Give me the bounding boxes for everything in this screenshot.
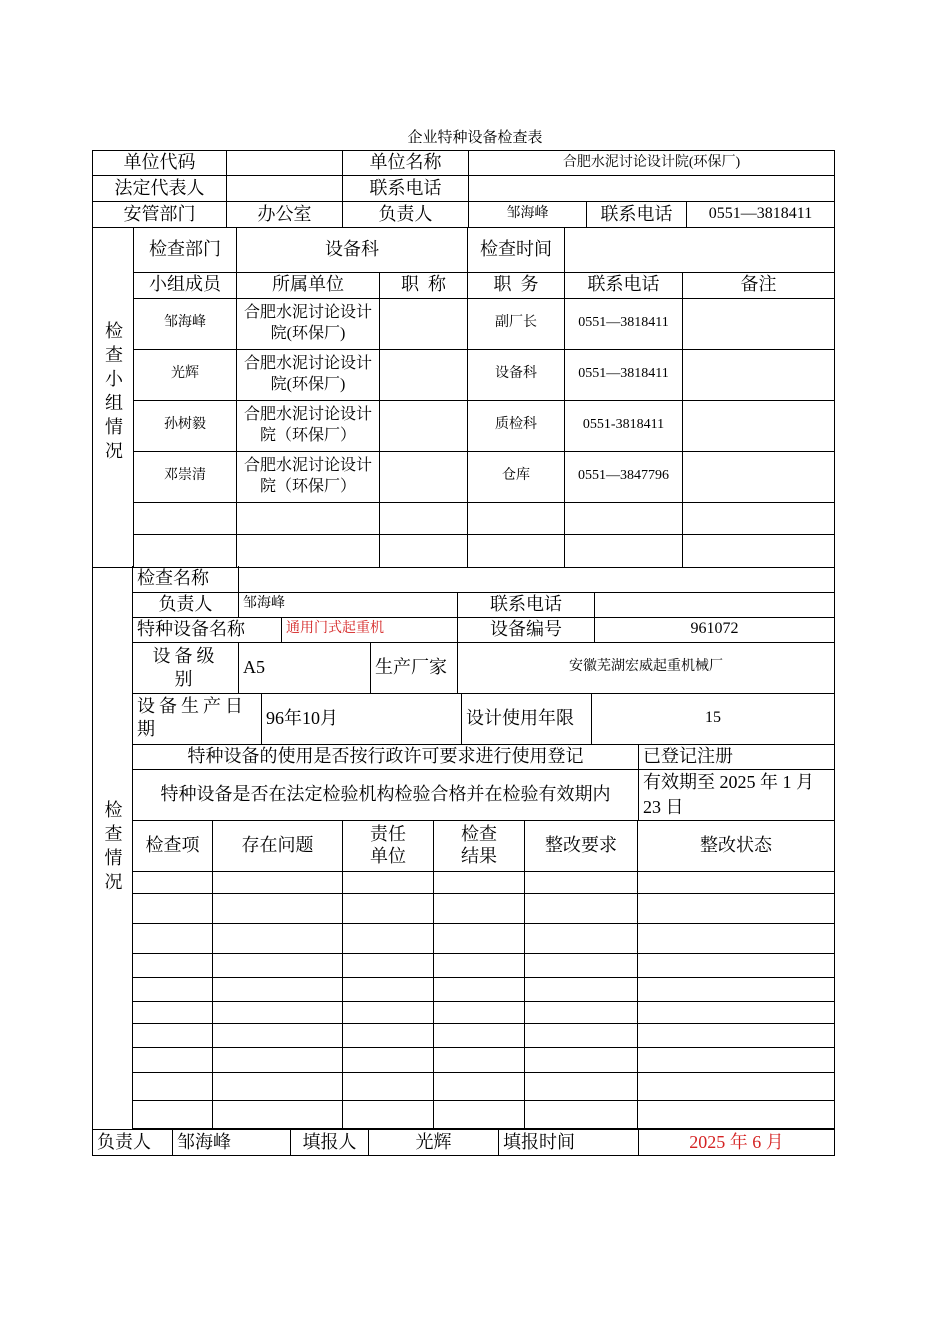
member-note — [683, 298, 835, 349]
unit-code-label: 单位代码 — [93, 151, 227, 176]
equip-no-value: 961072 — [595, 617, 835, 642]
member-title — [380, 400, 468, 451]
footer-manager-label: 负责人 — [93, 1130, 173, 1156]
member-note — [683, 502, 835, 534]
header-position: 职 务 — [468, 272, 565, 298]
safety-dept-value: 办公室 — [227, 202, 343, 228]
table-row — [93, 298, 835, 349]
member-name — [134, 502, 237, 534]
member-position: 质检科 — [468, 400, 565, 451]
member-name — [134, 534, 237, 567]
prod-date-value: 96年10月 — [262, 693, 462, 744]
inspection-qa-table — [132, 744, 835, 821]
header-rectify-status: 整改状态 — [638, 820, 835, 871]
header-note: 备注 — [683, 272, 835, 298]
prod-date-label: 设备生产日期 — [133, 693, 262, 744]
table-row — [133, 1100, 835, 1128]
table-row — [133, 893, 835, 923]
group-section-label: 检查小组情况 — [93, 227, 134, 567]
table-row — [133, 871, 835, 893]
maker-label: 生产厂家 — [371, 642, 458, 693]
header-resp-unit: 责任单位 — [343, 820, 434, 871]
footer-date-label: 填报时间 — [499, 1130, 639, 1156]
group-dept-value: 设备科 — [237, 227, 468, 272]
equip-level-label: 设备级别 — [133, 642, 239, 693]
table-row — [133, 953, 835, 977]
company-info-table — [92, 150, 835, 228]
design-life-label: 设计使用年限 — [462, 693, 592, 744]
inspection-phone-label: 联系电话 — [458, 592, 595, 617]
member-phone: 0551—3847796 — [565, 451, 683, 502]
member-name: 邹海峰 — [134, 298, 237, 349]
table-row — [93, 349, 835, 400]
member-note — [683, 534, 835, 567]
answer-registration: 已登记注册 — [639, 744, 835, 769]
member-unit: 合肥水泥讨论设计院(环保厂) — [237, 349, 380, 400]
member-note — [683, 400, 835, 451]
manager-value: 邹海峰 — [469, 202, 587, 228]
member-unit: 合肥水泥讨论设计院（环保厂） — [237, 451, 380, 502]
member-position: 副厂长 — [468, 298, 565, 349]
unit-name-label: 单位名称 — [343, 151, 469, 176]
header-unit: 所属单位 — [237, 272, 380, 298]
member-unit: 合肥水泥讨论设计院（环保厂） — [237, 400, 380, 451]
member-name: 光辉 — [134, 349, 237, 400]
header-check-item: 检查项 — [133, 820, 213, 871]
member-phone: 0551—3818411 — [565, 349, 683, 400]
footer-filler-label: 填报人 — [291, 1130, 369, 1156]
manager-phone-value: 0551—3818411 — [687, 202, 835, 228]
phone-value — [469, 176, 835, 202]
table-row — [93, 400, 835, 451]
group-time-label: 检查时间 — [468, 227, 565, 272]
inspection-manager-value: 邹海峰 — [239, 592, 458, 617]
header-result: 检查结果 — [434, 820, 525, 871]
safety-dept-label: 安管部门 — [93, 202, 227, 228]
member-unit — [237, 534, 380, 567]
footer-manager-value: 邹海峰 — [173, 1130, 291, 1156]
design-life-value: 15 — [592, 693, 835, 744]
manager-label: 负责人 — [343, 202, 469, 228]
group-table — [92, 227, 835, 568]
member-title — [380, 502, 468, 534]
member-title — [380, 349, 468, 400]
inspection-items-table — [132, 820, 835, 1129]
member-phone — [565, 534, 683, 567]
member-unit: 合肥水泥讨论设计院(环保厂) — [237, 298, 380, 349]
table-row — [133, 1072, 835, 1100]
inspection-manager-label: 负责人 — [133, 592, 239, 617]
table-row — [93, 502, 835, 534]
footer-table — [92, 1129, 835, 1156]
header-problem: 存在问题 — [213, 820, 343, 871]
table-row — [133, 1023, 835, 1047]
member-name: 邓崇清 — [134, 451, 237, 502]
header-rectify-req: 整改要求 — [525, 820, 638, 871]
legal-rep-label: 法定代表人 — [93, 176, 227, 202]
equip-no-label: 设备编号 — [458, 617, 595, 642]
group-time-value — [565, 227, 835, 272]
question-registration: 特种设备的使用是否按行政许可要求进行使用登记 — [133, 744, 639, 769]
form-title: 企业特种设备检查表 — [407, 130, 543, 146]
equip-name-value: 通用门式起重机 — [282, 617, 458, 642]
footer-date-value: 2025 年 6 月 — [639, 1130, 835, 1156]
table-row — [133, 1047, 835, 1072]
maker-value: 安徽芜湖宏威起重机械厂 — [458, 642, 835, 693]
manager-phone-label: 联系电话 — [587, 202, 687, 228]
member-phone: 0551—3818411 — [565, 298, 683, 349]
member-position: 设备科 — [468, 349, 565, 400]
table-row — [133, 1001, 835, 1023]
member-phone — [565, 502, 683, 534]
equip-name-label: 特种设备名称 — [133, 617, 282, 642]
inspection-name-value — [239, 566, 835, 592]
member-unit — [237, 502, 380, 534]
inspection-date-table — [132, 693, 835, 745]
member-phone: 0551-3818411 — [565, 400, 683, 451]
header-phone: 联系电话 — [565, 272, 683, 298]
answer-validity: 有效期至 2025 年 1 月 23 日 — [639, 769, 835, 820]
header-member: 小组成员 — [134, 272, 237, 298]
table-row — [93, 534, 835, 567]
member-position — [468, 502, 565, 534]
member-note — [683, 349, 835, 400]
inspection-name-label: 检查名称 — [133, 566, 239, 592]
table-row — [93, 451, 835, 502]
equip-level-value: A5 — [239, 642, 371, 693]
footer-filler-value: 光辉 — [369, 1130, 499, 1156]
inspection-basic-table — [132, 566, 835, 694]
inspection-section-label: 检查情况 — [92, 566, 133, 1129]
member-title — [380, 451, 468, 502]
member-title — [380, 298, 468, 349]
unit-code-value — [227, 151, 343, 176]
group-dept-label: 检查部门 — [134, 227, 237, 272]
inspection-phone-value — [595, 592, 835, 617]
member-position — [468, 534, 565, 567]
member-note — [683, 451, 835, 502]
phone-label: 联系电话 — [343, 176, 469, 202]
unit-name-value: 合肥水泥讨论设计院(环保厂) — [469, 151, 835, 176]
question-validity: 特种设备是否在法定检验机构检验合格并在检验有效期内 — [133, 769, 639, 820]
header-title: 职 称 — [380, 272, 468, 298]
legal-rep-value — [227, 176, 343, 202]
member-position: 仓库 — [468, 451, 565, 502]
member-name: 孙树毅 — [134, 400, 237, 451]
member-title — [380, 534, 468, 567]
table-row — [133, 923, 835, 953]
table-row — [133, 977, 835, 1001]
